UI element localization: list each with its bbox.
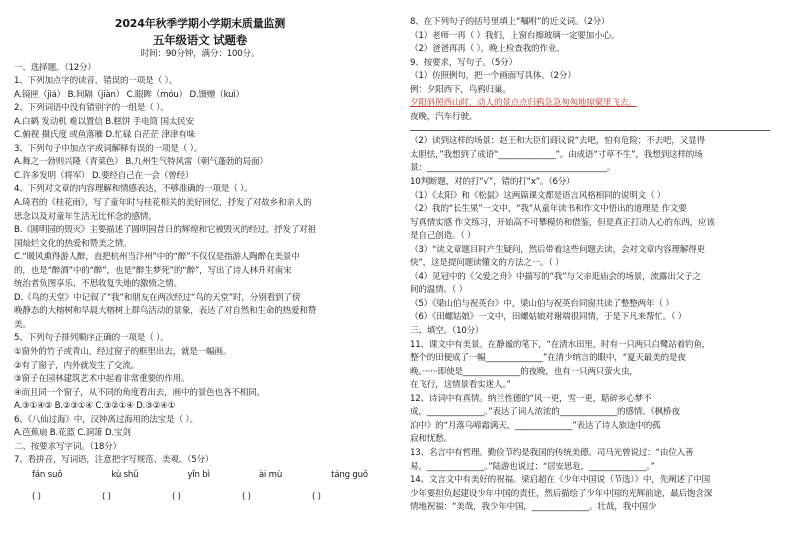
- question-line: 整个的田便成了一幅______________”在清少纳言的眼中，“夏天最美的是夜: [410, 353, 686, 364]
- question-line: 3、下列句子中加点字或词解释有误的一项是（ ）。: [14, 143, 203, 154]
- question-line: （2）读到这样的场景：赵王和大臣们商议说“去吧，怕有危险；不去吧，又显得: [410, 136, 705, 147]
- question-line: 景：____________________________________________。: [410, 163, 616, 174]
- question-line: 寂和忧愁。: [410, 434, 452, 445]
- question-line: （4）见冠中的《父爱之舟》中描写的“我”与父亲逛庙会的场景，流露出父子之: [410, 271, 701, 282]
- question-line: 14、文言文中有美好的祝福。梁启超在《少年中国说（节选）》中，先阐述了中国: [410, 475, 711, 486]
- answer-box[interactable]: ( ): [312, 491, 321, 502]
- answer-box[interactable]: ( ): [102, 491, 111, 502]
- exam-subtitle: 五年级语文 试题卷: [152, 33, 248, 47]
- question-line: A.镜匣（jiá） B.间隔（jiàn） C.眼眸（móu） D.馈赠（kuì）: [14, 89, 245, 100]
- question-line: 泊中》的“月落乌啼霜满天，______________”表达了诗人旅途中的孤: [410, 420, 661, 431]
- question-line: ④而且同一个窗子，从不同的角度看出去，画中的景色也各不相同。: [14, 387, 265, 398]
- question-line: 晚静态的大榕树和早晨大榕树上群鸟活动的景象，表达了对自然和生命的热爱和赞: [14, 306, 317, 317]
- question-line: 是自己创造。（ ）: [410, 231, 476, 242]
- question-line: （1）《太阳》和《松鼠》这两篇课文都是语言风格相同的说明文（ ）: [410, 190, 666, 201]
- question-line: 三、填空。（10分）: [410, 326, 484, 337]
- exam-info: 时间：90分钟，满分：100分。: [140, 49, 260, 59]
- question-line: 间的温情。（ ）: [410, 285, 467, 296]
- left-column: [14, 16, 386, 504]
- question-line: A.芭蕉扇 B.花篮 C.洞箫 D.宝剑: [14, 428, 131, 439]
- answer-box-row: [14, 490, 386, 504]
- pinyin-label: ài mù: [258, 469, 283, 480]
- left-question-list: [14, 62, 386, 468]
- question-line: ①窗外的竹子或青山，经过窗子的框里出去，就是一幅画。: [14, 347, 232, 358]
- right-question-list-bottom: [410, 135, 782, 514]
- sentence-prompt: 夜晚，汽车行驶。: [410, 111, 478, 122]
- question-line: 成，______________。”表达了词人浓浓的______________的感情。《枫桥夜: [410, 407, 680, 418]
- question-line: 例：夕阳西下，鸟鸦归巢。: [410, 84, 511, 95]
- question-line: 美。: [14, 319, 31, 330]
- answer-box[interactable]: ( ): [32, 491, 41, 502]
- pinyin-label: táng guǒ: [331, 469, 368, 480]
- question-line: A.琦君的《桂花雨》，写了童年时与桂花相关的美好回忆，抒发了对故乡和亲人的: [14, 198, 312, 209]
- question-line: 4、下列对文章的内容理解和情感表达，不够准确的一项是（ ）。: [14, 184, 253, 195]
- question-line: 7、看拼音，写词语，注意把字写规范、美观。（5分）: [14, 455, 214, 466]
- question-line: 易，______________。”陆游也说过：“居安思危，______________。”: [410, 461, 655, 472]
- question-line: （3）“读文章题目时产生疑问，然后带着这些问题去读，会对文章内容理解得更: [410, 244, 705, 255]
- question-line: ②有了窗子，内外就发生了交流。: [14, 360, 140, 371]
- pinyin-label: fán suǒ: [32, 469, 63, 480]
- question-line: （2）爸爸再再（ ），晚上检查我的作业。: [410, 44, 565, 55]
- pinyin-label: yǐn bì: [187, 469, 210, 480]
- example-highlight: 夕阳斜照西山时，动人的景点点归鸦急急匆匆地掠窠里飞去。: [410, 98, 637, 109]
- question-line: （1）仿照例句，把一个画面写具体。（2分）: [410, 71, 576, 82]
- question-line: 思念以及对童年生活无比怀念的感情。: [14, 211, 157, 222]
- question-line: A.舞之一勃则兴隆（青菜色） B.九州生气特风雷（朝气蓬勃的局面）: [14, 157, 268, 168]
- answer-line: [410, 130, 770, 131]
- question-line: 9、按要求，写句子。（5分）: [410, 57, 517, 68]
- question-line: 11、课文中有美景。在静谧的笔下，“在清水田里，时有一只两只白鹭站着钓鱼，: [410, 339, 711, 350]
- question-line: 少年要担负起建设少年中国的责任，然后描绘了少年中国的光辉前途，最后饱含深: [410, 488, 713, 499]
- question-line: 国灿烂文化的热爱和赞美之情。: [14, 238, 132, 249]
- question-line: 在飞行，这情景看实迷人。”: [410, 380, 511, 391]
- question-line: （6）《田螺姑娘》一文中，田螺姑娘对谢端很同情，于是下凡来帮忙。（ ）: [410, 312, 687, 323]
- question-line: C.“暖风熏得游人醉，直把杭州当汴州”中的“醉”不仅仅是指游人陶醉在美景中: [14, 252, 300, 263]
- question-line: A.白鹤 发动机 难以置信 B.糕饼 手电筒 国太民安: [14, 116, 195, 127]
- question-line: 6、《八仙过海》中，汉钟离过海用的法宝是（ ）。: [14, 414, 198, 425]
- question-line: ③窗子在园林建筑艺术中起着非常重要的作用。: [14, 374, 190, 385]
- question-line: 统治者负图享乐、不思收复失地的激愤之情。: [14, 279, 182, 290]
- question-line: 5、下列句子排列顺序正确的一项是（ ）。: [14, 333, 169, 344]
- question-line: （1）老师一再（ ）我们，上窗台擦玻璃一定要加小心。: [410, 30, 620, 41]
- question-line: 太胆怯，”我想到了成语“______________”。由成语“寸草不生”，我想到这样的场: [410, 149, 703, 160]
- question-line: 10判断题，对的打“√”，错的打“x”。（6分）: [410, 177, 575, 188]
- question-line: 1、下列加点字的读音，错误的一项是（ ）。: [14, 76, 177, 87]
- question-line: D.《鸟的天堂》中记叙了“我”和朋友在两次经过“鸟的天堂”时，分别看到了傍: [14, 292, 301, 303]
- question-line: A.③①④② B.②③①④ C.③②①④ D.③②④①: [14, 401, 176, 412]
- pinyin-row: [14, 468, 386, 482]
- question-line: 12、诗词中有真情。纳兰性德的“风一更，雪一更，聒碎乡心梦不: [410, 393, 652, 404]
- right-question-list-top: [410, 16, 782, 97]
- question-line: （2）我的“长生果”一文中，“我”从童年读书和作文中悟出的道理是 作文要: [410, 204, 687, 215]
- right-column: [410, 16, 782, 515]
- exam-title: 2024年秋季学期小学期末质量监测: [114, 17, 286, 30]
- question-line: 二、按要求写字词。（18分）: [14, 441, 121, 452]
- question-line: 晚。······即使是______________的夜晚，也有一只两只萤火虫，: [410, 366, 638, 377]
- question-line: 写真情实感 作文练习，开始高不可攀模仿和借鉴，但是真正打动人心的东西，应该: [410, 217, 715, 228]
- question-line: （5）《梁山伯与祝英台》中，梁山伯与祝英台同窗共读了整整两年（ ）: [410, 298, 674, 309]
- question-line: 快”，这是提问题读懂文的方法之一。（ ）: [410, 258, 564, 269]
- question-line: B.《圆明园的毁灭》主要描述了圆明园昔日的辉煌和它被毁灭的经过，抒发了对祖: [14, 225, 317, 236]
- question-line: 13、名言中有哲理。勤俭节约是我国的传统美德。司马光曾说过：“由位入善: [410, 447, 694, 458]
- question-line: 一、选择题。（12分）: [14, 62, 96, 73]
- answer-box[interactable]: ( ): [172, 491, 181, 502]
- question-line: 情地祝福：“美哉，我少年中国，______________。壮哉，我中国少: [410, 502, 657, 513]
- question-line: C.俯视 摄氏度 或鱼落雁 D.忙碌 白茫茫 津津有味: [14, 130, 196, 141]
- question-line: 的，也是“醉酒”中的“醉”，也是“醉生梦死”的“醉”，写出了诗人林升对南宋: [14, 265, 292, 276]
- pinyin-label: kù shǔ: [111, 469, 139, 480]
- question-line: C.许多发明（将军） D.要经自己在一会（曾经）: [14, 170, 194, 181]
- question-line: 8、在下列句子的括号里填上“嘱咐”的近义词。（2分）: [410, 17, 610, 27]
- answer-box[interactable]: ( ): [242, 491, 251, 502]
- question-line: 2、下列词语中没有错别字的一组是（ ）。: [14, 103, 169, 114]
